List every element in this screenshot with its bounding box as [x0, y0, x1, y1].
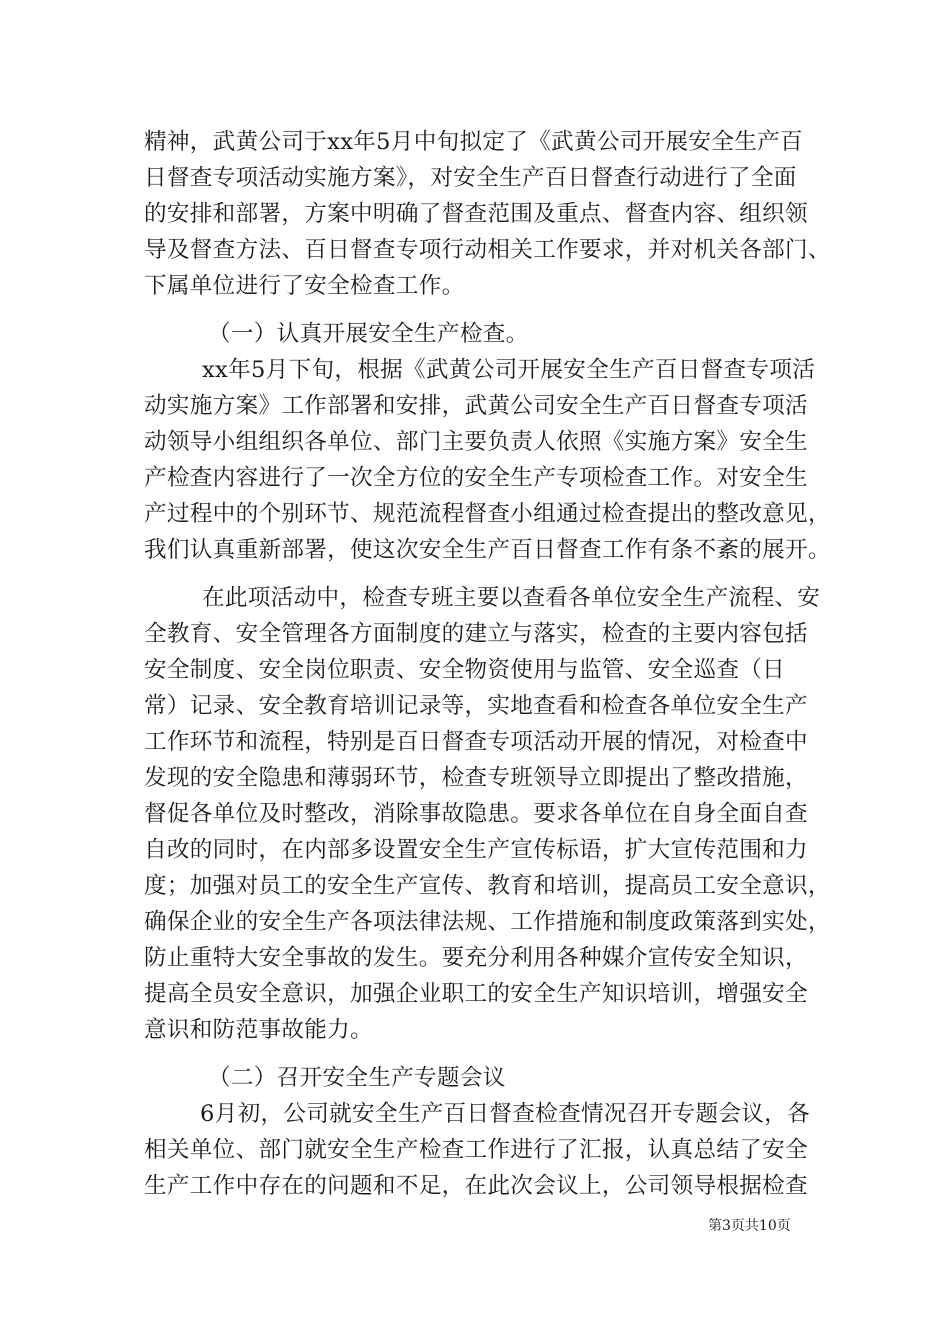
text-line: 动实施方案》工作部署和安排，武黄公司安全生产百日督查专项活 [144, 393, 808, 419]
text-line: 防止重特大安全事故的发生。要充分利用各种媒介宣传安全知识， [144, 945, 808, 971]
text-line: 意识和防范事故能力。 [144, 1017, 373, 1043]
text-line: 动领导小组组织各单位、部门主要负责人依照《实施方案》安全生 [144, 429, 808, 455]
text-line: 日督查专项活动实施方案》，对安全生产百日督查行动进行了全面 [144, 165, 797, 191]
text-line: 确保企业的安全生产各项法律法规、工作措施和制度政策落到实处， [144, 909, 831, 935]
text-line: 安全制度、安全岗位职责、安全物资使用与监管、安全巡查（日 [144, 657, 786, 683]
text-line: xx年5月下旬，根据《武黄公司开展安全生产百日督查专项活 [202, 357, 816, 383]
page-footer: 第3页共10页 [708, 1218, 791, 1234]
text-line: 督促各单位及时整改，消除事故隐患。要求各单位在自身全面自查 [144, 801, 808, 827]
text-line: 常）记录、安全教育培训记录等，实地查看和检查各单位安全生产 [144, 693, 808, 719]
text-line: 度；加强对员工的安全生产宣传、教育和培训，提高员工安全意识， [144, 873, 831, 899]
text-line: 的安排和部署，方案中明确了督查范围及重点、督查内容、组织领 [144, 201, 808, 227]
text-line: 自改的同时，在内部多设置安全生产宣传标语，扩大宣传范围和力 [144, 837, 808, 863]
text-line: （二）召开安全生产专题会议 [208, 1065, 506, 1091]
text-line: 工作环节和流程，特别是百日督查专项活动开展的情况，对检查中 [144, 729, 808, 755]
text-line: 6月初，公司就安全生产百日督查检查情况召开专题会议，各 [200, 1101, 810, 1127]
text-line: 全教育、安全管理各方面制度的建立与落实，检查的主要内容包括 [144, 621, 808, 647]
text-line: 发现的安全隐患和薄弱环节，检查专班领导立即提出了整改措施， [144, 765, 808, 791]
text-line: 在此项活动中，检查专班主要以查看各单位安全生产流程、安 [202, 585, 821, 611]
text-line: 相关单位、部门就安全生产检查工作进行了汇报，认真总结了安全 [144, 1137, 808, 1163]
text-line: 导及督查方法、百日督查专项行动相关工作要求，并对机关各部门、 [144, 237, 831, 263]
text-line: （一）认真开展安全生产检查。 [208, 321, 529, 347]
text-line: 提高全员安全意识，加强企业职工的安全生产知识培训，增强安全 [144, 981, 808, 1007]
text-line: 我们认真重新部署，使这次安全生产百日督查工作有条不紊的展开。 [144, 537, 831, 563]
text-line: 产检查内容进行了一次全方位的安全生产专项检查工作。对安全生 [144, 465, 808, 491]
text-line: 精神，武黄公司于xx年5月中旬拟定了《武黄公司开展安全生产百 [144, 129, 803, 155]
text-line: 生产工作中存在的问题和不足，在此次会议上，公司领导根据检查 [144, 1173, 808, 1199]
text-line: 下属单位进行了安全检查工作。 [144, 273, 465, 299]
text-line: 产过程中的个别环节、规范流程督查小组通过检查提出的整改意见， [144, 501, 831, 527]
